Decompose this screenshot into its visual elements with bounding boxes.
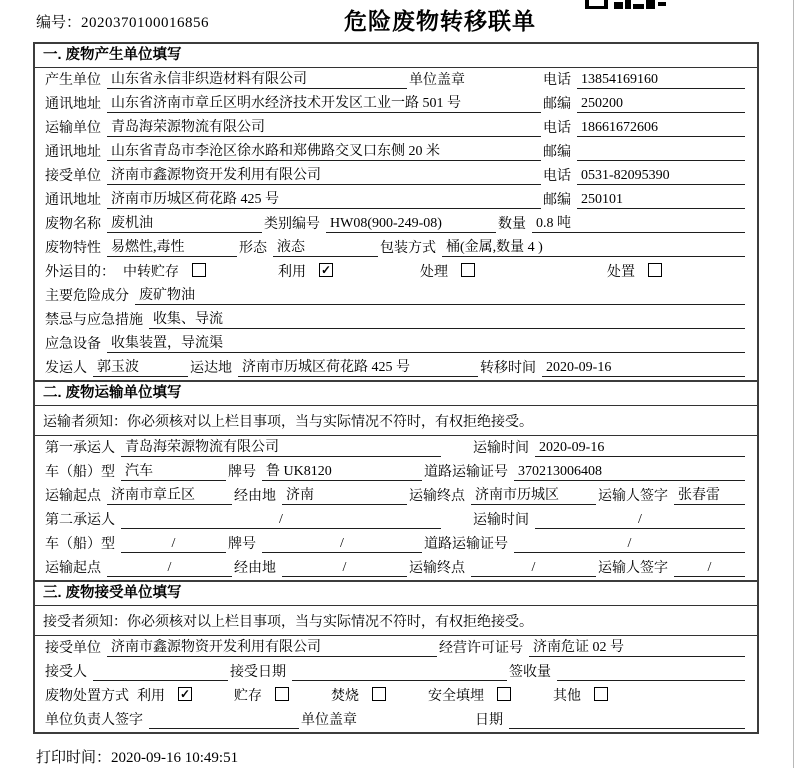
form-row <box>35 708 757 732</box>
field-value: 13854169160 <box>577 72 745 89</box>
field-value <box>577 144 745 161</box>
field-label: 单位盖章 <box>409 73 465 88</box>
field-label: 车（船）型 <box>45 465 115 480</box>
checkbox-field <box>551 685 608 705</box>
field-label: 单位负责人签字 <box>45 713 143 728</box>
checkbox-field <box>135 685 192 705</box>
checkbox-field <box>418 261 475 281</box>
field-value: 青岛海荣源物流有限公司 <box>107 116 541 137</box>
checkbox-label: 处置 <box>607 265 635 280</box>
form-row <box>35 460 757 484</box>
page-edge-divider <box>793 0 794 768</box>
field-value: 收集、导流 <box>149 308 745 329</box>
field-label: 禁忌与应急措施 <box>45 313 143 328</box>
form-row <box>35 236 757 260</box>
field-value: / <box>121 536 226 553</box>
checkbox-label: 中转贮存 <box>123 265 179 280</box>
form-row <box>35 92 757 116</box>
field-label: 道路运输证号 <box>424 465 508 480</box>
field-value: 山东省青岛市李沧区徐水路和郑佛路交叉口东侧 20 米 <box>107 140 541 161</box>
form-row <box>35 508 757 532</box>
field-label: 转移时间 <box>480 361 536 376</box>
field-label: 运达地 <box>190 361 232 376</box>
field-label: 运输起点 <box>45 561 101 576</box>
field-label: 类别编号 <box>264 217 320 232</box>
field-value: / <box>535 512 745 529</box>
field-label: 车（船）型 <box>45 537 115 552</box>
checkbox-field <box>232 685 289 705</box>
checkbox-field <box>605 261 662 281</box>
field-value: 济南市历城区荷花路 425 号 <box>107 188 541 209</box>
field-label: 运输时间 <box>473 441 529 456</box>
qr-code-fragment <box>585 0 667 10</box>
field-value: / <box>471 560 596 577</box>
checkbox-field <box>121 261 206 281</box>
field-value: / <box>514 536 745 553</box>
field-value: 张春雷 <box>674 484 745 505</box>
checkbox-label: 利用 <box>137 689 165 704</box>
field-label: 道路运输证号 <box>424 537 508 552</box>
field-label: 废物处置方式 <box>45 689 129 704</box>
field-value: 济南市历城区荷花路 425 号 <box>238 356 478 377</box>
field-label: 发运人 <box>45 361 87 376</box>
field-value: 济南市历城区 <box>471 484 596 505</box>
field-label: 主要危险成分 <box>45 289 129 304</box>
section-title: 二. 废物运输单位填写 <box>35 382 757 406</box>
field-value: / <box>282 560 407 577</box>
form-row <box>35 212 757 236</box>
field-value: 废机油 <box>107 212 262 233</box>
field-value: 青岛海荣源物流有限公司 <box>121 436 441 457</box>
field-label: 电话 <box>543 121 571 136</box>
section-title: 三. 废物接受单位填写 <box>35 582 757 606</box>
serial-label: 编号： <box>36 15 82 31</box>
field-label: 外运目的： <box>45 265 115 280</box>
section-waste-transporter <box>35 380 757 580</box>
checkbox-field <box>329 685 386 705</box>
field-value: / <box>107 560 232 577</box>
field-value: 济南市章丘区 <box>107 484 232 505</box>
field-value: 废矿物油 <box>135 284 745 305</box>
field-label: 运输起点 <box>45 489 101 504</box>
checkbox-label: 其他 <box>553 689 581 704</box>
field-value <box>557 664 745 681</box>
field-value: 18661672606 <box>577 120 745 137</box>
field-value: 0.8 吨 <box>532 212 745 233</box>
field-label: 产生单位 <box>45 73 101 88</box>
form-row <box>35 356 757 380</box>
field-value: 易燃性,毒性 <box>107 236 237 257</box>
field-label: 签收量 <box>509 665 551 680</box>
field-label: 运输人签字 <box>598 561 668 576</box>
checkbox-icon <box>461 263 475 277</box>
field-label: 接受日期 <box>230 665 286 680</box>
form-row <box>35 164 757 188</box>
field-label: 电话 <box>543 73 571 88</box>
checkbox-label: 焚烧 <box>331 689 359 704</box>
form-row <box>35 68 757 92</box>
form-row <box>35 188 757 212</box>
checkbox-label: 处理 <box>420 265 448 280</box>
page-title: 危险废物转移联单 <box>344 8 536 34</box>
field-label: 第二承运人 <box>45 513 115 528</box>
form-row <box>35 660 757 684</box>
field-value: 250101 <box>577 192 745 209</box>
field-value <box>93 664 228 681</box>
section-waste-producer <box>35 44 757 380</box>
form-row <box>35 284 757 308</box>
print-time-value: 2020-09-16 10:49:51 <box>111 750 239 766</box>
field-label: 包装方式 <box>380 241 436 256</box>
field-label: 运输终点 <box>409 489 465 504</box>
field-label: 牌号 <box>228 465 256 480</box>
field-value: 0531-82095390 <box>577 168 745 185</box>
field-value: 济南 <box>282 484 407 505</box>
field-value: 250200 <box>577 96 745 113</box>
form-row <box>35 556 757 580</box>
form-row <box>35 436 757 460</box>
checkbox-label: 安全填埋 <box>428 689 484 704</box>
field-value: HW08(900-249-08) <box>326 216 496 233</box>
field-value: 汽车 <box>121 460 226 481</box>
checkbox-icon <box>275 687 289 701</box>
field-value: / <box>121 512 441 529</box>
document-header <box>0 0 796 40</box>
section-waste-receiver <box>35 580 757 732</box>
form-row <box>35 260 757 284</box>
field-label: 日期 <box>475 713 503 728</box>
field-label: 运输单位 <box>45 121 101 136</box>
field-label: 应急设备 <box>45 337 101 352</box>
field-label: 邮编 <box>543 97 571 112</box>
field-label: 接受人 <box>45 665 87 680</box>
section-notice: 接受者须知：你必须核对以上栏目事项，当与实际情况不符时，有权拒绝接受。 <box>35 606 757 636</box>
field-value: 鲁 UK8120 <box>262 460 422 481</box>
field-label: 经由地 <box>234 561 276 576</box>
field-label: 通讯地址 <box>45 97 101 112</box>
field-label: 邮编 <box>543 193 571 208</box>
field-value <box>292 664 507 681</box>
field-value: 2020-09-16 <box>542 360 745 377</box>
field-label: 废物特性 <box>45 241 101 256</box>
field-label: 运输时间 <box>473 513 529 528</box>
form-row <box>35 484 757 508</box>
field-value: / <box>674 560 745 577</box>
form-row <box>35 636 757 660</box>
checkbox-field <box>276 261 333 281</box>
field-label: 单位盖章 <box>301 713 357 728</box>
field-value: 济南市鑫源物资开发利用有限公司 <box>107 636 437 657</box>
field-value: 370213006408 <box>514 464 745 481</box>
field-label: 通讯地址 <box>45 193 101 208</box>
field-value <box>509 712 745 729</box>
field-value: 山东省济南市章丘区明水经济技术开发区工业一路 501 号 <box>107 92 541 113</box>
form-row <box>35 332 757 356</box>
checkbox-field <box>426 685 511 705</box>
field-label: 邮编 <box>543 145 571 160</box>
print-time-label: 打印时间： <box>36 750 112 766</box>
field-label: 电话 <box>543 169 571 184</box>
field-label: 运输人签字 <box>598 489 668 504</box>
checkbox-checked-icon: ✓ <box>320 263 332 277</box>
field-value: 收集装置，导流渠 <box>107 332 745 353</box>
field-label: 接受单位 <box>45 169 101 184</box>
form-row <box>35 532 757 556</box>
field-label: 牌号 <box>228 537 256 552</box>
field-value: 2020-09-16 <box>535 440 745 457</box>
field-value <box>149 712 299 729</box>
checkbox-icon <box>594 687 608 701</box>
checkbox-icon <box>648 263 662 277</box>
field-value: 液态 <box>273 236 378 257</box>
form-row <box>35 684 757 708</box>
field-value: / <box>262 536 422 553</box>
field-value: 山东省永信非织造材料有限公司 <box>107 68 407 89</box>
field-value: 桶(金属,数量 4 ) <box>442 236 745 257</box>
section-notice: 运输者须知：你必须核对以上栏目事项，当与实际情况不符时，有权拒绝接受。 <box>35 406 757 436</box>
form-row <box>35 140 757 164</box>
print-time-line <box>36 746 238 767</box>
field-label: 形态 <box>239 241 267 256</box>
checkbox-icon <box>192 263 206 277</box>
field-label: 数量 <box>498 217 526 232</box>
form-row <box>35 308 757 332</box>
form-row <box>35 116 757 140</box>
field-label: 通讯地址 <box>45 145 101 160</box>
checkbox-checked-icon: ✓ <box>179 687 191 701</box>
field-label: 接受单位 <box>45 641 101 656</box>
field-label: 经由地 <box>234 489 276 504</box>
field-label: 第一承运人 <box>45 441 115 456</box>
checkbox-label: 贮存 <box>234 689 262 704</box>
section-title: 一. 废物产生单位填写 <box>35 44 757 68</box>
checkbox-icon <box>497 687 511 701</box>
field-label: 经营许可证号 <box>439 641 523 656</box>
field-label: 运输终点 <box>409 561 465 576</box>
field-value: 济南危证 02 号 <box>529 636 745 657</box>
checkbox-icon <box>372 687 386 701</box>
field-value: 济南市鑫源物资开发利用有限公司 <box>107 164 541 185</box>
field-value: 郭玉波 <box>93 356 188 377</box>
field-label: 废物名称 <box>45 217 101 232</box>
transfer-manifest-form <box>33 42 759 734</box>
serial-number: 2020370100016856 <box>81 15 210 31</box>
checkbox-label: 利用 <box>278 265 306 280</box>
